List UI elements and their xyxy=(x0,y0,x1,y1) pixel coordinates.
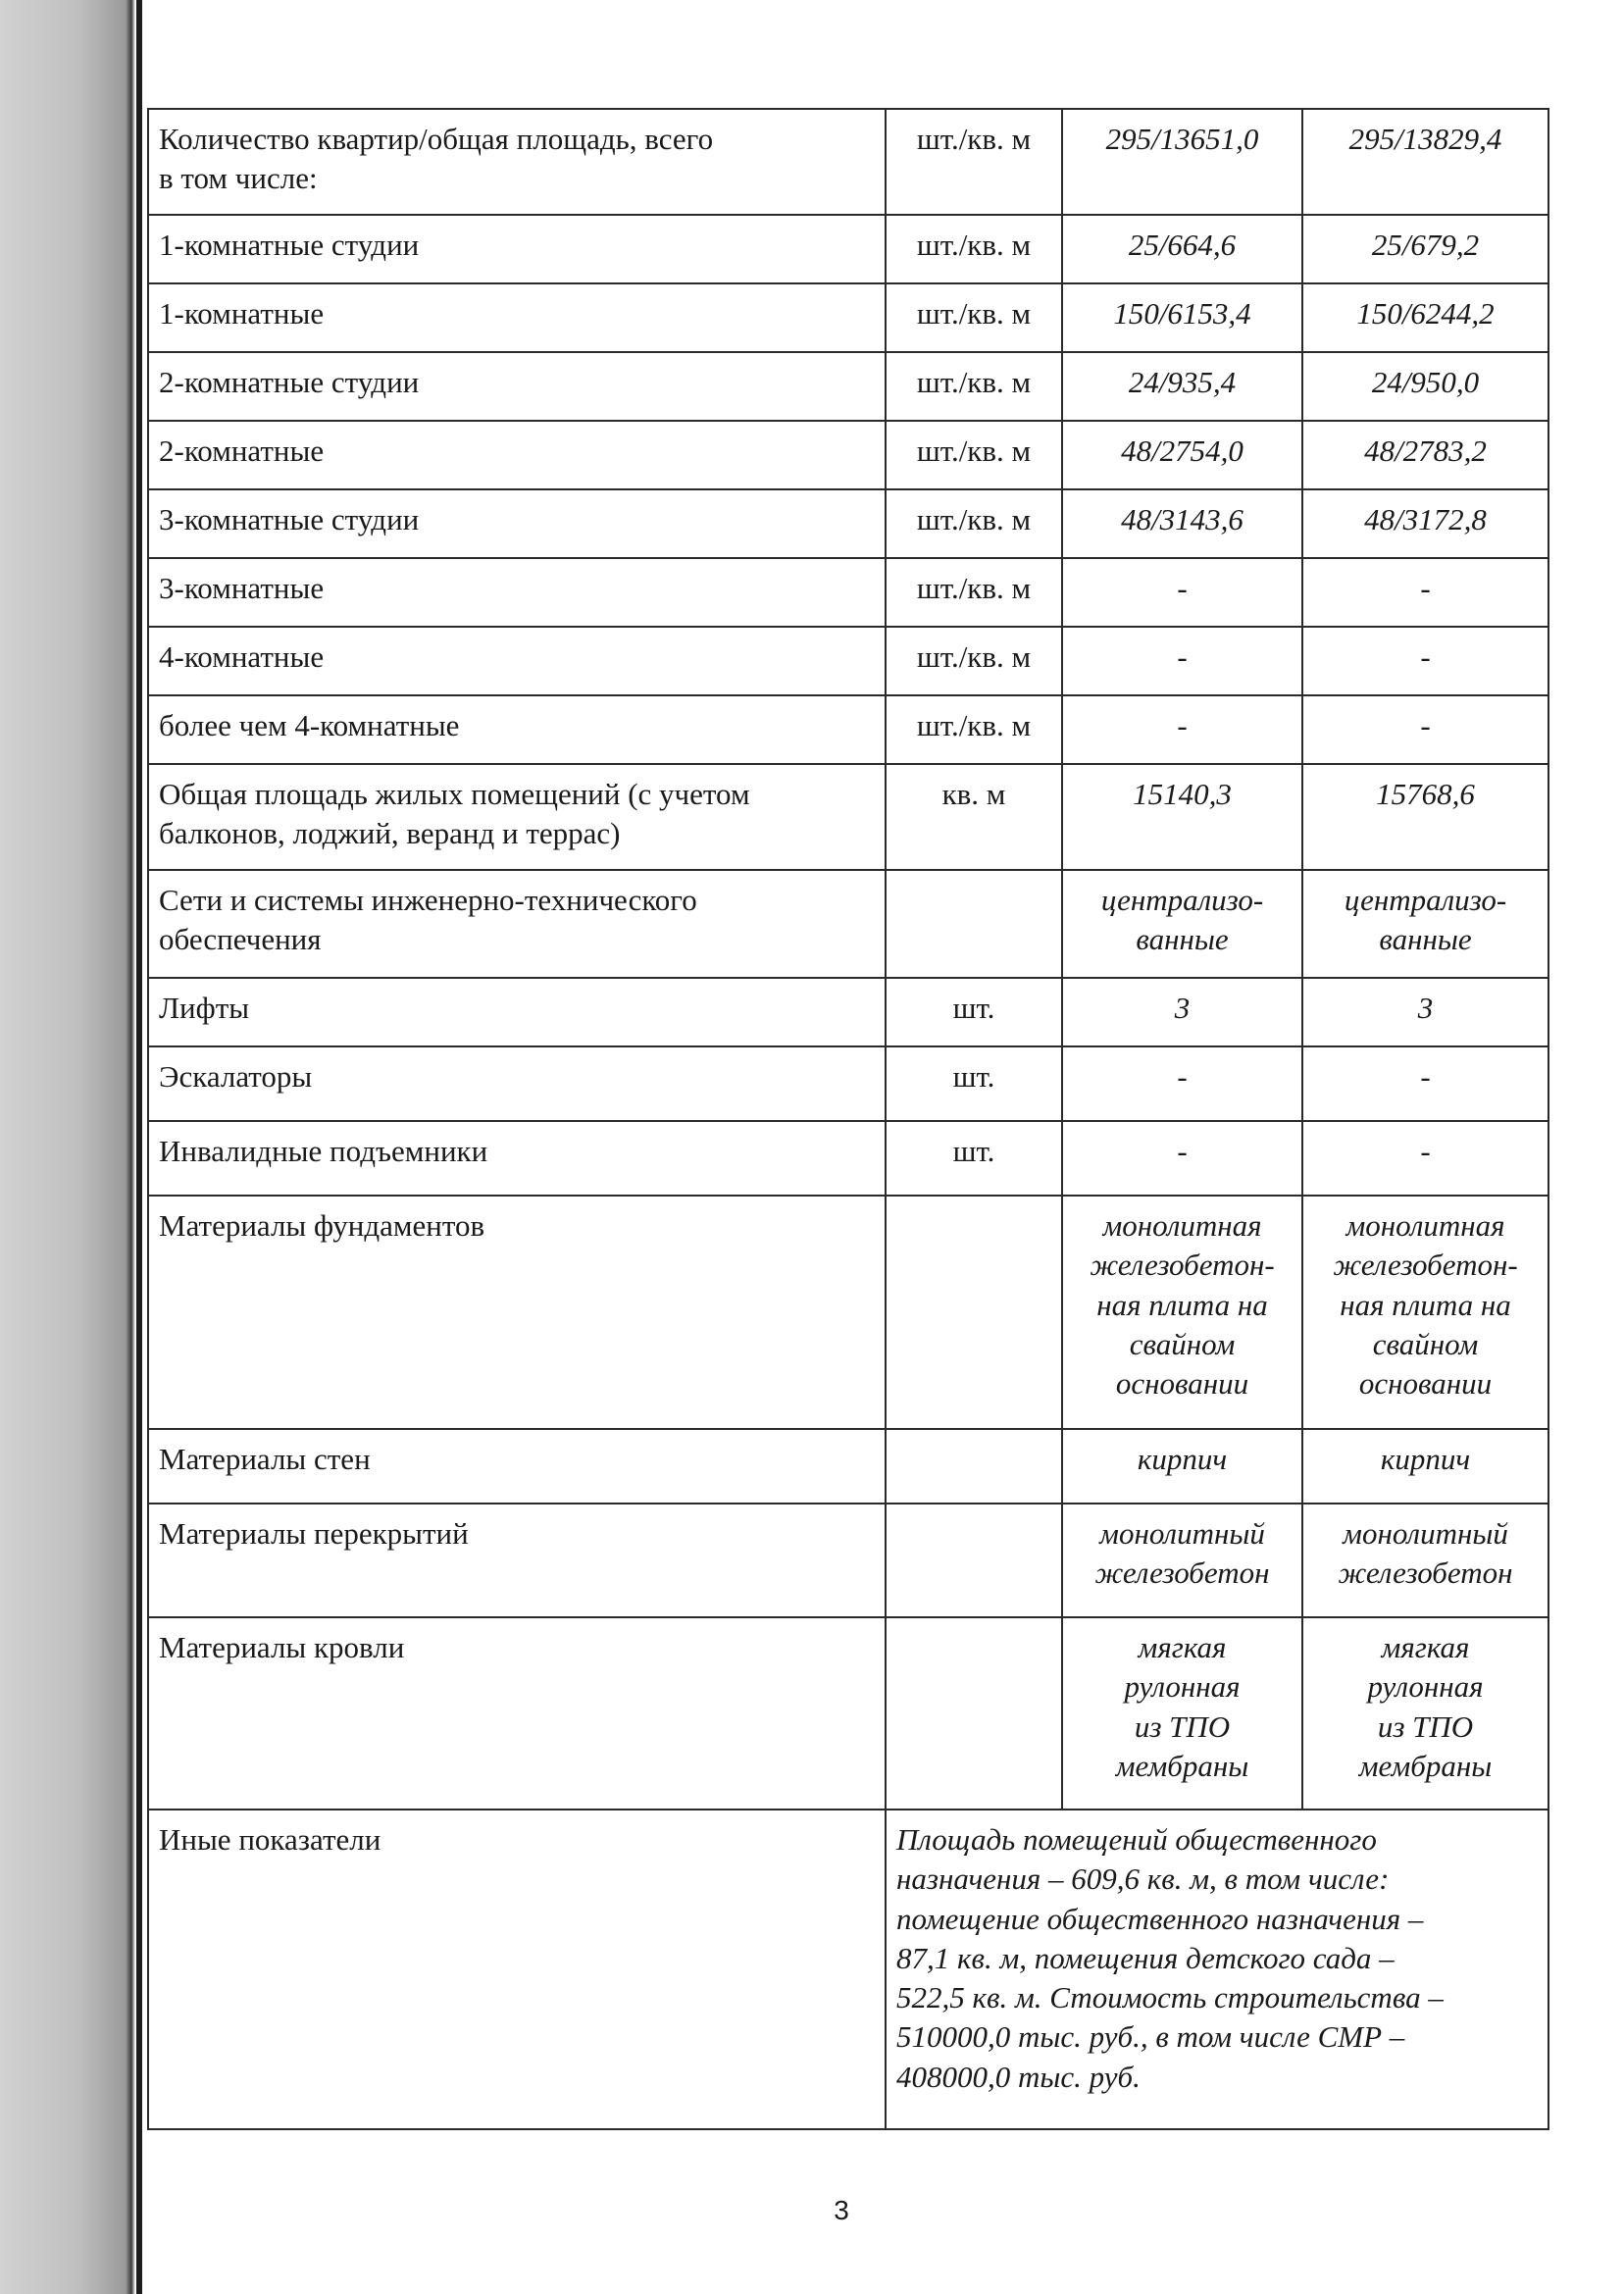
row-value-2: 15768,6 xyxy=(1302,764,1548,870)
row-label: 2-комнатные xyxy=(148,421,886,489)
row-unit: шт. xyxy=(886,978,1062,1046)
row-value-1: - xyxy=(1062,1046,1302,1121)
table-row xyxy=(148,695,1548,764)
row-value-2: 48/3172,8 xyxy=(1302,489,1548,558)
row-value-2: - xyxy=(1302,558,1548,627)
row-value-1: 150/6153,4 xyxy=(1062,283,1302,352)
row-value-2: монолитный железобетон xyxy=(1302,1504,1548,1617)
table-row xyxy=(148,421,1548,489)
row-label: Материалы кровли xyxy=(148,1617,886,1810)
building-indicators-table xyxy=(147,108,1549,2130)
row-value-2: 295/13829,4 xyxy=(1302,109,1548,215)
scan-shadow-edge xyxy=(0,0,135,2294)
row-unit: шт./кв. м xyxy=(886,283,1062,352)
row-value-2: 150/6244,2 xyxy=(1302,283,1548,352)
row-value-2: 3 xyxy=(1302,978,1548,1046)
row-value-2: кирпич xyxy=(1302,1429,1548,1504)
row-label: более чем 4-комнатные xyxy=(148,695,886,764)
table-row xyxy=(148,1046,1548,1121)
row-value-2: 48/2783,2 xyxy=(1302,421,1548,489)
row-label: Эскалаторы xyxy=(148,1046,886,1121)
row-label: Общая площадь жилых помещений (с учетом балконов, лоджий, веранд и террас) xyxy=(148,764,886,870)
row-value-1: 25/664,6 xyxy=(1062,215,1302,283)
row-unit: шт. xyxy=(886,1046,1062,1121)
row-unit xyxy=(886,1429,1062,1504)
other-indicators-label: Иные показатели xyxy=(148,1810,886,2129)
row-value-2: - xyxy=(1302,695,1548,764)
binding-edge-line xyxy=(136,0,142,2294)
table-row xyxy=(148,489,1548,558)
row-label: 3-комнатные студии xyxy=(148,489,886,558)
table-row xyxy=(148,1617,1548,1810)
row-value-1: централизо- ванные xyxy=(1062,870,1302,978)
row-value-1: 48/2754,0 xyxy=(1062,421,1302,489)
table-row xyxy=(148,627,1548,695)
table-row xyxy=(148,283,1548,352)
row-unit: шт./кв. м xyxy=(886,489,1062,558)
row-unit: шт./кв. м xyxy=(886,421,1062,489)
row-label: Материалы стен xyxy=(148,1429,886,1504)
row-label: 1-комнатные студии xyxy=(148,215,886,283)
row-unit: кв. м xyxy=(886,764,1062,870)
row-value-2: мягкая рулонная из ТПО мембраны xyxy=(1302,1617,1548,1810)
row-value-2: централизо- ванные xyxy=(1302,870,1548,978)
row-unit xyxy=(886,870,1062,978)
row-unit: шт./кв. м xyxy=(886,109,1062,215)
row-value-1: кирпич xyxy=(1062,1429,1302,1504)
row-value-1: мягкая рулонная из ТПО мембраны xyxy=(1062,1617,1302,1810)
row-label: 2-комнатные студии xyxy=(148,352,886,421)
table-row xyxy=(148,978,1548,1046)
other-indicators-text: Площадь помещений общественного назначения – 609,6 кв. м, в том числе: помещение общественного назначения – 87,1 кв. м, помещения детского сада – 522,5 кв. м. Стоимость строительства – 510000,0 тыс. руб., в том числе СМР – 408000,0 тыс. руб. xyxy=(886,1810,1548,2129)
row-label: Материалы перекрытий xyxy=(148,1504,886,1617)
table-row xyxy=(148,558,1548,627)
table-row xyxy=(148,764,1548,870)
row-value-2: 25/679,2 xyxy=(1302,215,1548,283)
row-unit xyxy=(886,1504,1062,1617)
table-row xyxy=(148,109,1548,215)
row-unit: шт./кв. м xyxy=(886,695,1062,764)
row-value-1: - xyxy=(1062,1121,1302,1196)
row-unit: шт./кв. м xyxy=(886,215,1062,283)
row-value-1: 24/935,4 xyxy=(1062,352,1302,421)
row-value-1: 295/13651,0 xyxy=(1062,109,1302,215)
row-value-2: - xyxy=(1302,1121,1548,1196)
row-unit: шт./кв. м xyxy=(886,627,1062,695)
table-row xyxy=(148,1121,1548,1196)
row-label: Лифты xyxy=(148,978,886,1046)
table-row xyxy=(148,870,1548,978)
row-label: 1-комнатные xyxy=(148,283,886,352)
row-value-1: 48/3143,6 xyxy=(1062,489,1302,558)
row-value-1: 15140,3 xyxy=(1062,764,1302,870)
row-unit: шт. xyxy=(886,1121,1062,1196)
table-row xyxy=(148,1504,1548,1617)
row-value-1: - xyxy=(1062,695,1302,764)
table-row xyxy=(148,215,1548,283)
table-row xyxy=(148,1196,1548,1429)
row-unit xyxy=(886,1617,1062,1810)
row-label: Сети и системы инженерно-технического обеспечения xyxy=(148,870,886,978)
row-label: Инвалидные подъемники xyxy=(148,1121,886,1196)
row-value-2: монолитная железобетон- ная плита на свайном основании xyxy=(1302,1196,1548,1429)
row-unit: шт./кв. м xyxy=(886,558,1062,627)
row-value-1: - xyxy=(1062,627,1302,695)
row-label: Количество квартир/общая площадь, всего в том числе: xyxy=(148,109,886,215)
table-row xyxy=(148,352,1548,421)
table-row xyxy=(148,1429,1548,1504)
row-value-1: монолитный железобетон xyxy=(1062,1504,1302,1617)
row-value-2: - xyxy=(1302,627,1548,695)
row-label: 3-комнатные xyxy=(148,558,886,627)
row-value-1: монолитная железобетон- ная плита на свайном основании xyxy=(1062,1196,1302,1429)
page-number: 3 xyxy=(834,2195,849,2225)
row-value-1: - xyxy=(1062,558,1302,627)
row-unit: шт./кв. м xyxy=(886,352,1062,421)
row-label: 4-комнатные xyxy=(148,627,886,695)
row-value-1: 3 xyxy=(1062,978,1302,1046)
table-row-other-indicators xyxy=(148,1810,1548,2129)
row-value-2: 24/950,0 xyxy=(1302,352,1548,421)
row-value-2: - xyxy=(1302,1046,1548,1121)
row-label: Материалы фундаментов xyxy=(148,1196,886,1429)
row-unit xyxy=(886,1196,1062,1429)
